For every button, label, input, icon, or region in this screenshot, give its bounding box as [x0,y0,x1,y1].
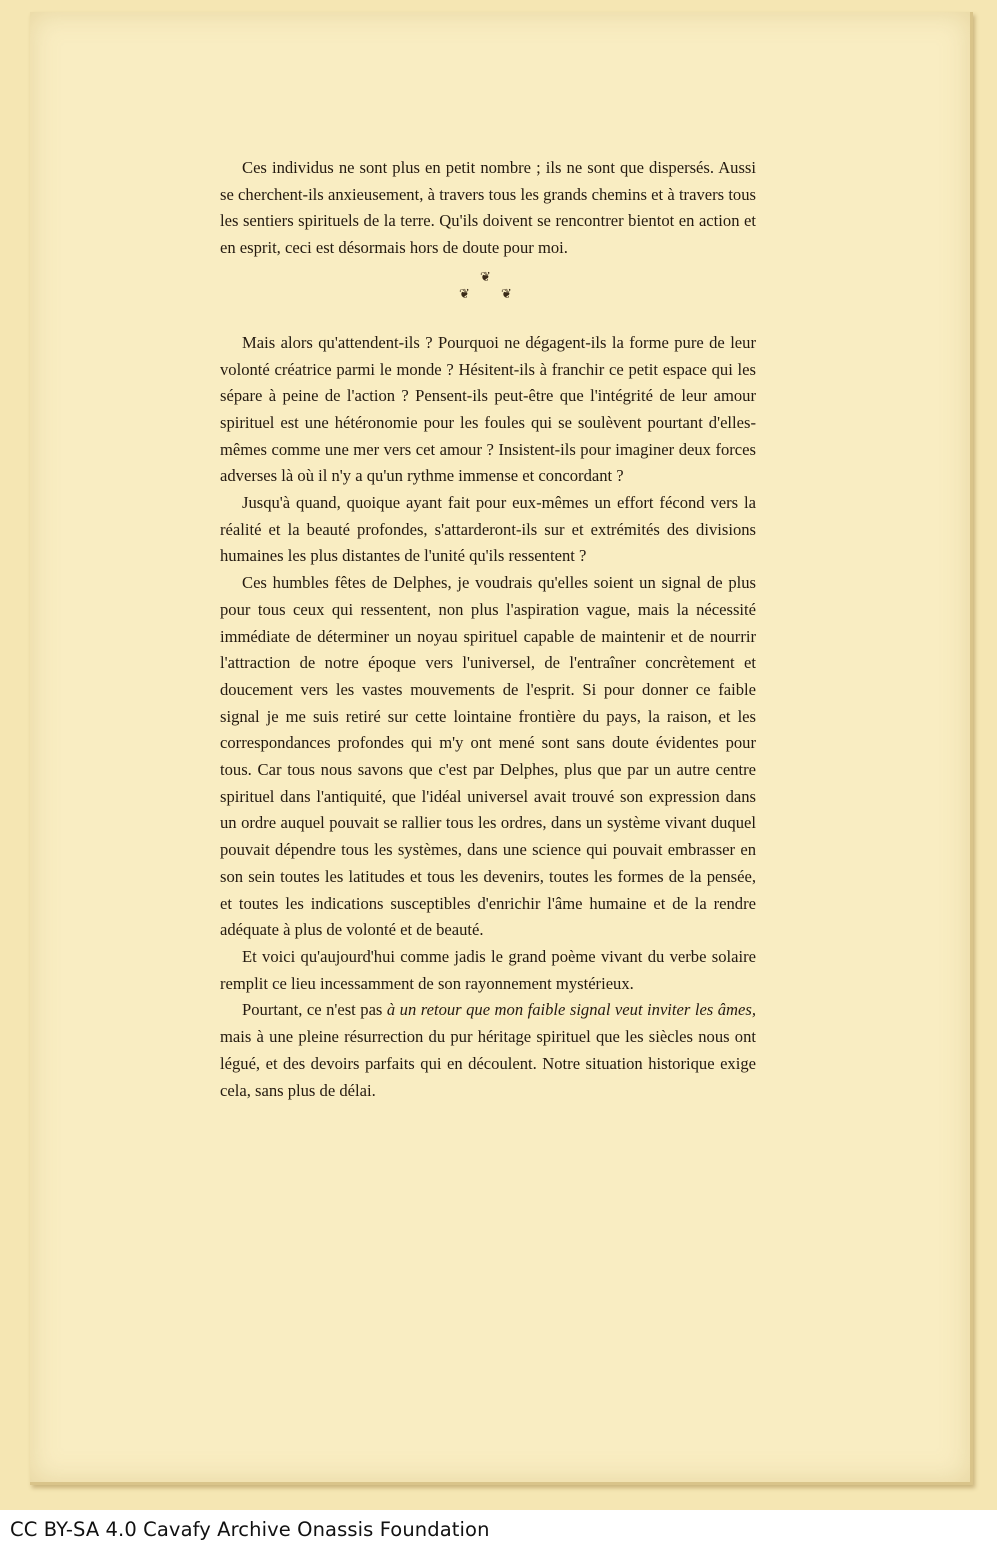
paragraph-6-italic: à un retour que mon faible signal veut inviter les âmes, [386,1000,757,1020]
paragraph-1: Ces individus ne sont plus en petit nombre ; ils ne sont que dispersés. Aussi se cherchent-ils anxieusement, à travers tous les grands chemins et à travers tous les sentiers spirituels de la terre. Qu'ils doivent se rencontrer bientot en action et en esprit, ceci est désormais hors de doute pour moi. [220,158,756,258]
fleuron-ornament [220,262,756,312]
paragraph-6-end: mais à une pleine résurrection du pur héritage spirituel que les siècles nous ont légué, et des devoirs parfaits qui en découlent. Notre situation historique exige cela, sans plus de délai. [220,1027,756,1100]
paragraph-6-start: Pourtant, ce n'est pas [242,1000,387,1020]
credit-line: CC BY-SA 4.0 Cavafy Archive Onassis Foundation [10,1518,490,1541]
paragraph-2: Mais alors qu'attendent-ils ? Pourquoi ne dégagent-ils la forme pure de leur volonté créatrice parmi le monde ? Hésitent-ils à franchir ce petit espace qui les sépare à peine de l'action ? Pensent-ils peut-être que l'intégrité de leur amour spirituel est une hétéronomie pour les foules qui se soulèvent pourtant d'elles-mêmes comme une mer vers cet amour ? Insistent-ils pour imaginer deux forces adverses là où il n'y a qu'un rythme immense et concordant ? [220,332,756,486]
fleuron-icon: ❦ [459,285,470,301]
paragraph-5: Et voici qu'aujourd'hui comme jadis le grand poème vivant du verbe solaire remplit ce lieu incessamment de son rayonnement mystérieux. [220,946,756,993]
document-body [220,155,756,1104]
paragraph-3: Jusqu'à quand, quoique ayant fait pour eux-mêmes un effort fécond vers la réalité et la beauté profondes, s'attarderont-ils sur et extrémités des divisions humaines les plus distantes de l'unité qu'ils ressentent ? [220,493,756,566]
paragraph-4: Ces humbles fêtes de Delphes, je voudrais qu'elles soient un signal de plus pour tous ceux qui ressentent, non plus l'aspiration vague, mais la nécessité immédiate de déterminer un noyau spirituel capable de maintenir et de nourrir l'attraction de notre époque vers l'universel, de l'entraîner concrètement et doucement vers les vastes mouvements de l'esprit. Si pour donner ce faible signal je me suis retiré sur cette lointaine frontière du pays, la raison, et les correspondances profondes qui m'y ont mené sont sans doute évidentes pour tous. Car tous nous savons que c'est par Delphes, plus que par un autre centre spirituel dans l'antiquité, que l'idéal universel avait trouvé son expression dans un ordre auquel pouvait se rallier tous les ordres, dans un système vivant duquel pouvait dépendre tous les systèmes, dans une science qui pouvait embrasser en son sein toutes les latitudes et tous les devenirs, toutes les formes de la pensée, et toutes les indications susceptibles d'enrichir l'âme humaine et de la rendre adéquate à plus de volonté et de beauté. [220,573,756,940]
fleuron-icon: ❦ [480,268,491,284]
fleuron-icon: ❦ [501,285,512,301]
paragraph-6 [220,997,756,1104]
